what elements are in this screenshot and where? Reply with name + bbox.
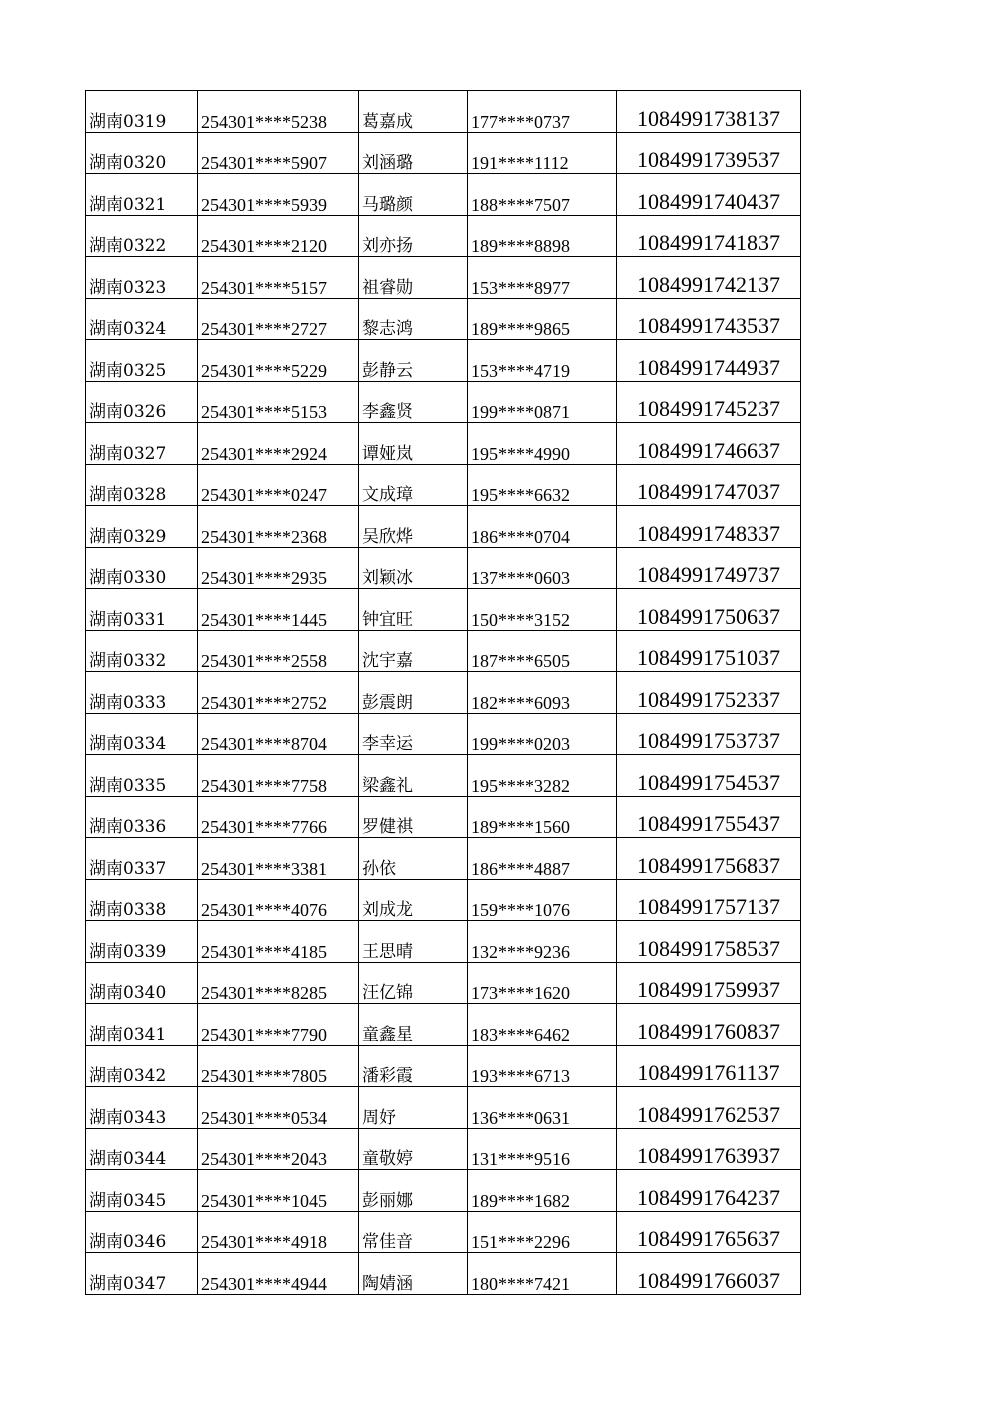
table-row xyxy=(86,340,801,382)
record-number-cell: 湖南0328 xyxy=(86,464,198,506)
tracking-number-cell: 1084991741837 xyxy=(617,215,801,257)
id-number-cell: 254301****8704 xyxy=(198,713,359,755)
table-row xyxy=(86,1253,801,1295)
record-number-cell: 湖南0340 xyxy=(86,962,198,1004)
tracking-number-cell: 1084991745237 xyxy=(617,381,801,423)
table-row xyxy=(86,796,801,838)
id-number-cell: 254301****3381 xyxy=(198,838,359,880)
tracking-number-cell: 1084991749737 xyxy=(617,547,801,589)
tracking-number-cell: 1084991746637 xyxy=(617,423,801,465)
person-name-cell: 李鑫贤 xyxy=(359,381,468,423)
records-table-body xyxy=(86,91,801,1295)
record-number-cell: 湖南0342 xyxy=(86,1045,198,1087)
table-row xyxy=(86,713,801,755)
phone-number-cell: 183****6462 xyxy=(468,1004,617,1046)
table-row xyxy=(86,755,801,797)
id-number-cell: 254301****2924 xyxy=(198,423,359,465)
table-row xyxy=(86,921,801,963)
person-name-cell: 文成璋 xyxy=(359,464,468,506)
phone-number-cell: 189****1682 xyxy=(468,1170,617,1212)
tracking-number-cell: 1084991738137 xyxy=(617,91,801,133)
record-number-cell: 湖南0329 xyxy=(86,506,198,548)
tracking-number-cell: 1084991758537 xyxy=(617,921,801,963)
tracking-number-cell: 1084991751037 xyxy=(617,630,801,672)
table-row xyxy=(86,1004,801,1046)
table-row xyxy=(86,257,801,299)
tracking-number-cell: 1084991750637 xyxy=(617,589,801,631)
id-number-cell: 254301****2935 xyxy=(198,547,359,589)
person-name-cell: 刘亦扬 xyxy=(359,215,468,257)
id-number-cell: 254301****5238 xyxy=(198,91,359,133)
person-name-cell: 常佳音 xyxy=(359,1211,468,1253)
record-number-cell: 湖南0321 xyxy=(86,174,198,216)
person-name-cell: 孙依 xyxy=(359,838,468,880)
record-number-cell: 湖南0334 xyxy=(86,713,198,755)
tracking-number-cell: 1084991748337 xyxy=(617,506,801,548)
record-number-cell: 湖南0322 xyxy=(86,215,198,257)
person-name-cell: 黎志鸿 xyxy=(359,298,468,340)
record-number-cell: 湖南0319 xyxy=(86,91,198,133)
table-row xyxy=(86,1087,801,1129)
id-number-cell: 254301****2120 xyxy=(198,215,359,257)
id-number-cell: 254301****2043 xyxy=(198,1128,359,1170)
table-row xyxy=(86,132,801,174)
phone-number-cell: 186****4887 xyxy=(468,838,617,880)
id-number-cell: 254301****1045 xyxy=(198,1170,359,1212)
table-row xyxy=(86,1045,801,1087)
table-row xyxy=(86,174,801,216)
id-number-cell: 254301****5229 xyxy=(198,340,359,382)
table-row xyxy=(86,1128,801,1170)
phone-number-cell: 180****7421 xyxy=(468,1253,617,1295)
record-number-cell: 湖南0338 xyxy=(86,879,198,921)
person-name-cell: 汪亿锦 xyxy=(359,962,468,1004)
tracking-number-cell: 1084991757137 xyxy=(617,879,801,921)
id-number-cell: 254301****4076 xyxy=(198,879,359,921)
record-number-cell: 湖南0332 xyxy=(86,630,198,672)
person-name-cell: 彭丽娜 xyxy=(359,1170,468,1212)
table-row xyxy=(86,589,801,631)
tracking-number-cell: 1084991755437 xyxy=(617,796,801,838)
record-number-cell: 湖南0344 xyxy=(86,1128,198,1170)
id-number-cell: 254301****2727 xyxy=(198,298,359,340)
tracking-number-cell: 1084991747037 xyxy=(617,464,801,506)
record-number-cell: 湖南0330 xyxy=(86,547,198,589)
tracking-number-cell: 1084991761137 xyxy=(617,1045,801,1087)
table-row xyxy=(86,464,801,506)
record-number-cell: 湖南0331 xyxy=(86,589,198,631)
person-name-cell: 潘彩霞 xyxy=(359,1045,468,1087)
person-name-cell: 李幸运 xyxy=(359,713,468,755)
tracking-number-cell: 1084991762537 xyxy=(617,1087,801,1129)
record-number-cell: 湖南0345 xyxy=(86,1170,198,1212)
id-number-cell: 254301****5157 xyxy=(198,257,359,299)
person-name-cell: 吴欣烨 xyxy=(359,506,468,548)
table-row xyxy=(86,1170,801,1212)
table-row xyxy=(86,838,801,880)
tracking-number-cell: 1084991760837 xyxy=(617,1004,801,1046)
id-number-cell: 254301****7758 xyxy=(198,755,359,797)
table-row xyxy=(86,879,801,921)
table-row xyxy=(86,672,801,714)
id-number-cell: 254301****1445 xyxy=(198,589,359,631)
person-name-cell: 陶婧涵 xyxy=(359,1253,468,1295)
person-name-cell: 彭震朗 xyxy=(359,672,468,714)
table-row xyxy=(86,962,801,1004)
record-number-cell: 湖南0343 xyxy=(86,1087,198,1129)
tracking-number-cell: 1084991739537 xyxy=(617,132,801,174)
phone-number-cell: 186****0704 xyxy=(468,506,617,548)
id-number-cell: 254301****2368 xyxy=(198,506,359,548)
phone-number-cell: 189****1560 xyxy=(468,796,617,838)
person-name-cell: 刘成龙 xyxy=(359,879,468,921)
id-number-cell: 254301****5153 xyxy=(198,381,359,423)
table-row xyxy=(86,91,801,133)
phone-number-cell: 137****0603 xyxy=(468,547,617,589)
tracking-number-cell: 1084991742137 xyxy=(617,257,801,299)
phone-number-cell: 188****7507 xyxy=(468,174,617,216)
person-name-cell: 王思晴 xyxy=(359,921,468,963)
person-name-cell: 祖睿勋 xyxy=(359,257,468,299)
phone-number-cell: 189****8898 xyxy=(468,215,617,257)
table-row xyxy=(86,630,801,672)
id-number-cell: 254301****8285 xyxy=(198,962,359,1004)
id-number-cell: 254301****4185 xyxy=(198,921,359,963)
phone-number-cell: 193****6713 xyxy=(468,1045,617,1087)
tracking-number-cell: 1084991752337 xyxy=(617,672,801,714)
table-row xyxy=(86,423,801,465)
table-row xyxy=(86,1211,801,1253)
tracking-number-cell: 1084991743537 xyxy=(617,298,801,340)
tracking-number-cell: 1084991764237 xyxy=(617,1170,801,1212)
records-table xyxy=(85,90,801,1295)
record-number-cell: 湖南0336 xyxy=(86,796,198,838)
tracking-number-cell: 1084991744937 xyxy=(617,340,801,382)
phone-number-cell: 159****1076 xyxy=(468,879,617,921)
tracking-number-cell: 1084991753737 xyxy=(617,713,801,755)
record-number-cell: 湖南0337 xyxy=(86,838,198,880)
id-number-cell: 254301****5907 xyxy=(198,132,359,174)
tracking-number-cell: 1084991759937 xyxy=(617,962,801,1004)
tracking-number-cell: 1084991740437 xyxy=(617,174,801,216)
person-name-cell: 沈宇嘉 xyxy=(359,630,468,672)
table-row xyxy=(86,547,801,589)
phone-number-cell: 132****9236 xyxy=(468,921,617,963)
record-number-cell: 湖南0341 xyxy=(86,1004,198,1046)
record-number-cell: 湖南0333 xyxy=(86,672,198,714)
table-row xyxy=(86,298,801,340)
phone-number-cell: 199****0871 xyxy=(468,381,617,423)
person-name-cell: 钟宜旺 xyxy=(359,589,468,631)
record-number-cell: 湖南0346 xyxy=(86,1211,198,1253)
phone-number-cell: 195****3282 xyxy=(468,755,617,797)
tracking-number-cell: 1084991756837 xyxy=(617,838,801,880)
record-number-cell: 湖南0325 xyxy=(86,340,198,382)
phone-number-cell: 153****8977 xyxy=(468,257,617,299)
person-name-cell: 谭娅岚 xyxy=(359,423,468,465)
table-row xyxy=(86,215,801,257)
phone-number-cell: 182****6093 xyxy=(468,672,617,714)
id-number-cell: 254301****7766 xyxy=(198,796,359,838)
id-number-cell: 254301****7790 xyxy=(198,1004,359,1046)
record-number-cell: 湖南0327 xyxy=(86,423,198,465)
person-name-cell: 罗健祺 xyxy=(359,796,468,838)
phone-number-cell: 173****1620 xyxy=(468,962,617,1004)
record-number-cell: 湖南0324 xyxy=(86,298,198,340)
record-number-cell: 湖南0323 xyxy=(86,257,198,299)
table-row xyxy=(86,506,801,548)
phone-number-cell: 187****6505 xyxy=(468,630,617,672)
phone-number-cell: 199****0203 xyxy=(468,713,617,755)
id-number-cell: 254301****5939 xyxy=(198,174,359,216)
person-name-cell: 童敬婷 xyxy=(359,1128,468,1170)
person-name-cell: 梁鑫礼 xyxy=(359,755,468,797)
phone-number-cell: 195****6632 xyxy=(468,464,617,506)
record-number-cell: 湖南0335 xyxy=(86,755,198,797)
person-name-cell: 童鑫星 xyxy=(359,1004,468,1046)
id-number-cell: 254301****0534 xyxy=(198,1087,359,1129)
record-number-cell: 湖南0339 xyxy=(86,921,198,963)
person-name-cell: 周妤 xyxy=(359,1087,468,1129)
id-number-cell: 254301****2752 xyxy=(198,672,359,714)
phone-number-cell: 153****4719 xyxy=(468,340,617,382)
record-number-cell: 湖南0320 xyxy=(86,132,198,174)
tracking-number-cell: 1084991766037 xyxy=(617,1253,801,1295)
person-name-cell: 刘颖冰 xyxy=(359,547,468,589)
phone-number-cell: 151****2296 xyxy=(468,1211,617,1253)
person-name-cell: 葛嘉成 xyxy=(359,91,468,133)
id-number-cell: 254301****4944 xyxy=(198,1253,359,1295)
id-number-cell: 254301****0247 xyxy=(198,464,359,506)
phone-number-cell: 177****0737 xyxy=(468,91,617,133)
phone-number-cell: 131****9516 xyxy=(468,1128,617,1170)
phone-number-cell: 136****0631 xyxy=(468,1087,617,1129)
tracking-number-cell: 1084991765637 xyxy=(617,1211,801,1253)
table-row xyxy=(86,381,801,423)
tracking-number-cell: 1084991763937 xyxy=(617,1128,801,1170)
id-number-cell: 254301****2558 xyxy=(198,630,359,672)
id-number-cell: 254301****7805 xyxy=(198,1045,359,1087)
record-number-cell: 湖南0347 xyxy=(86,1253,198,1295)
id-number-cell: 254301****4918 xyxy=(198,1211,359,1253)
phone-number-cell: 150****3152 xyxy=(468,589,617,631)
record-number-cell: 湖南0326 xyxy=(86,381,198,423)
person-name-cell: 彭静云 xyxy=(359,340,468,382)
phone-number-cell: 189****9865 xyxy=(468,298,617,340)
person-name-cell: 刘涵璐 xyxy=(359,132,468,174)
tracking-number-cell: 1084991754537 xyxy=(617,755,801,797)
phone-number-cell: 191****1112 xyxy=(468,132,617,174)
person-name-cell: 马璐颜 xyxy=(359,174,468,216)
phone-number-cell: 195****4990 xyxy=(468,423,617,465)
